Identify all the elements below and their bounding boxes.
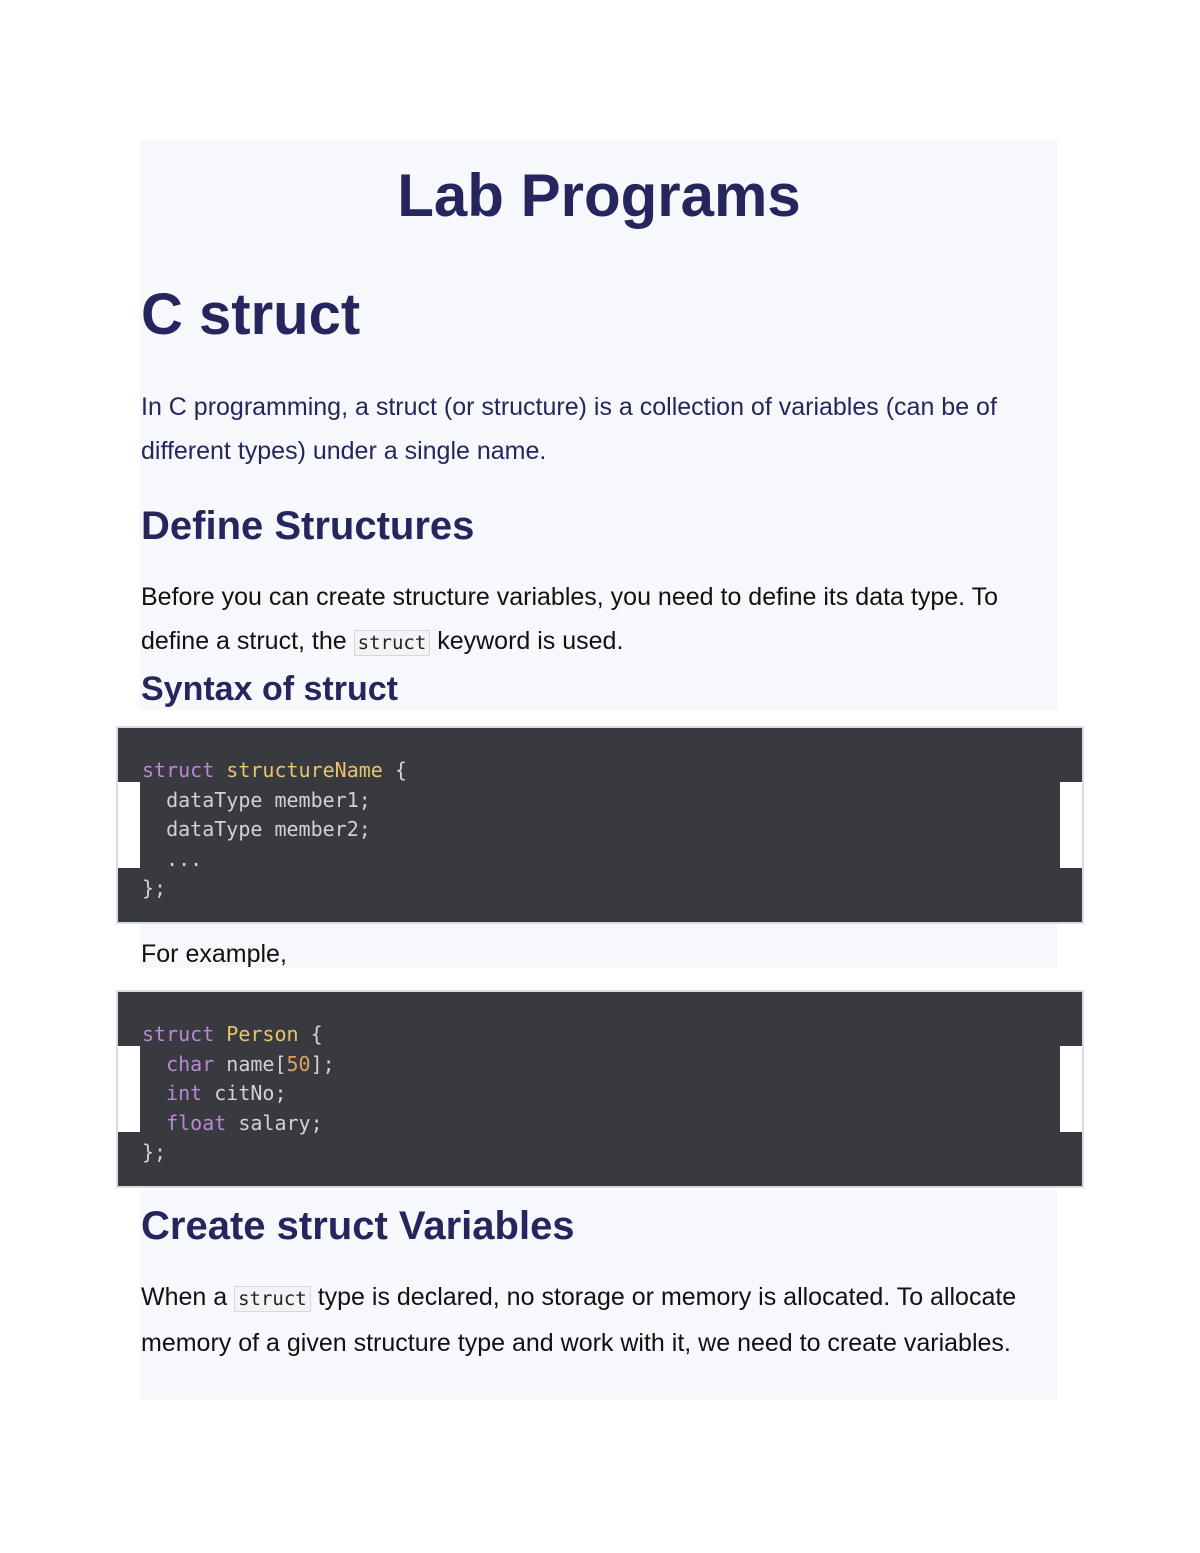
code-block-notch-left (118, 1046, 140, 1132)
define-text-start: Before you can create structure variables, you need to define its data type. To define a struct, the (141, 583, 998, 655)
heading-create-struct-variables: Create struct Variables (141, 1204, 575, 1248)
code-keyword: float (166, 1110, 227, 1135)
define-text-end: keyword is used. (430, 627, 624, 655)
code-keyword: char (166, 1051, 215, 1076)
code-text: salary; (226, 1110, 323, 1135)
code-line: dataType member2; (142, 817, 371, 841)
page-title: Lab Programs (397, 162, 801, 229)
intro-paragraph: In C programming, a struct (or structure) is a collection of variables (can be of different types) under a single name. (141, 393, 997, 465)
code-block-notch-right (1060, 1046, 1082, 1132)
code-block-notch-right (1060, 782, 1082, 868)
code-text: ]; (310, 1051, 335, 1076)
code-block-example (116, 990, 1084, 1188)
code-line: dataType member1; (142, 787, 371, 812)
code-number: 50 (286, 1051, 311, 1076)
code-struct-name: Person (226, 1022, 299, 1046)
code-text: { (382, 758, 407, 782)
code-struct-name: structureName (226, 758, 383, 782)
create-text-end: type is declared, no storage or memory is allocated. To allocate memory of a given structure type and work with it, we need to create variables. (141, 1283, 1017, 1357)
code-line: }; (142, 1140, 167, 1164)
create-text-start: When a (141, 1283, 235, 1311)
code-syntax-text (142, 756, 407, 904)
code-keyword: int (166, 1081, 203, 1105)
inline-code-struct: struct (354, 630, 431, 656)
example-paragraph: For example, (141, 940, 287, 968)
heading-define-structures: Define Structures (141, 504, 475, 548)
code-block-syntax (116, 726, 1084, 924)
code-text: citNo; (202, 1081, 287, 1105)
create-paragraph (141, 1275, 1056, 1365)
code-text: name[ (214, 1051, 287, 1076)
code-text: { (298, 1022, 323, 1046)
code-block-notch-left (118, 782, 140, 868)
code-keyword: struct (142, 758, 215, 782)
define-paragraph (141, 575, 1056, 665)
code-example-text (142, 1020, 335, 1168)
code-keyword: struct (142, 1022, 215, 1046)
inline-code-struct: struct (234, 1286, 311, 1312)
section-heading-c-struct: C struct (141, 282, 361, 347)
code-line: }; (142, 876, 167, 900)
heading-syntax-of-struct: Syntax of struct (141, 670, 398, 708)
code-line: ... (142, 846, 203, 871)
